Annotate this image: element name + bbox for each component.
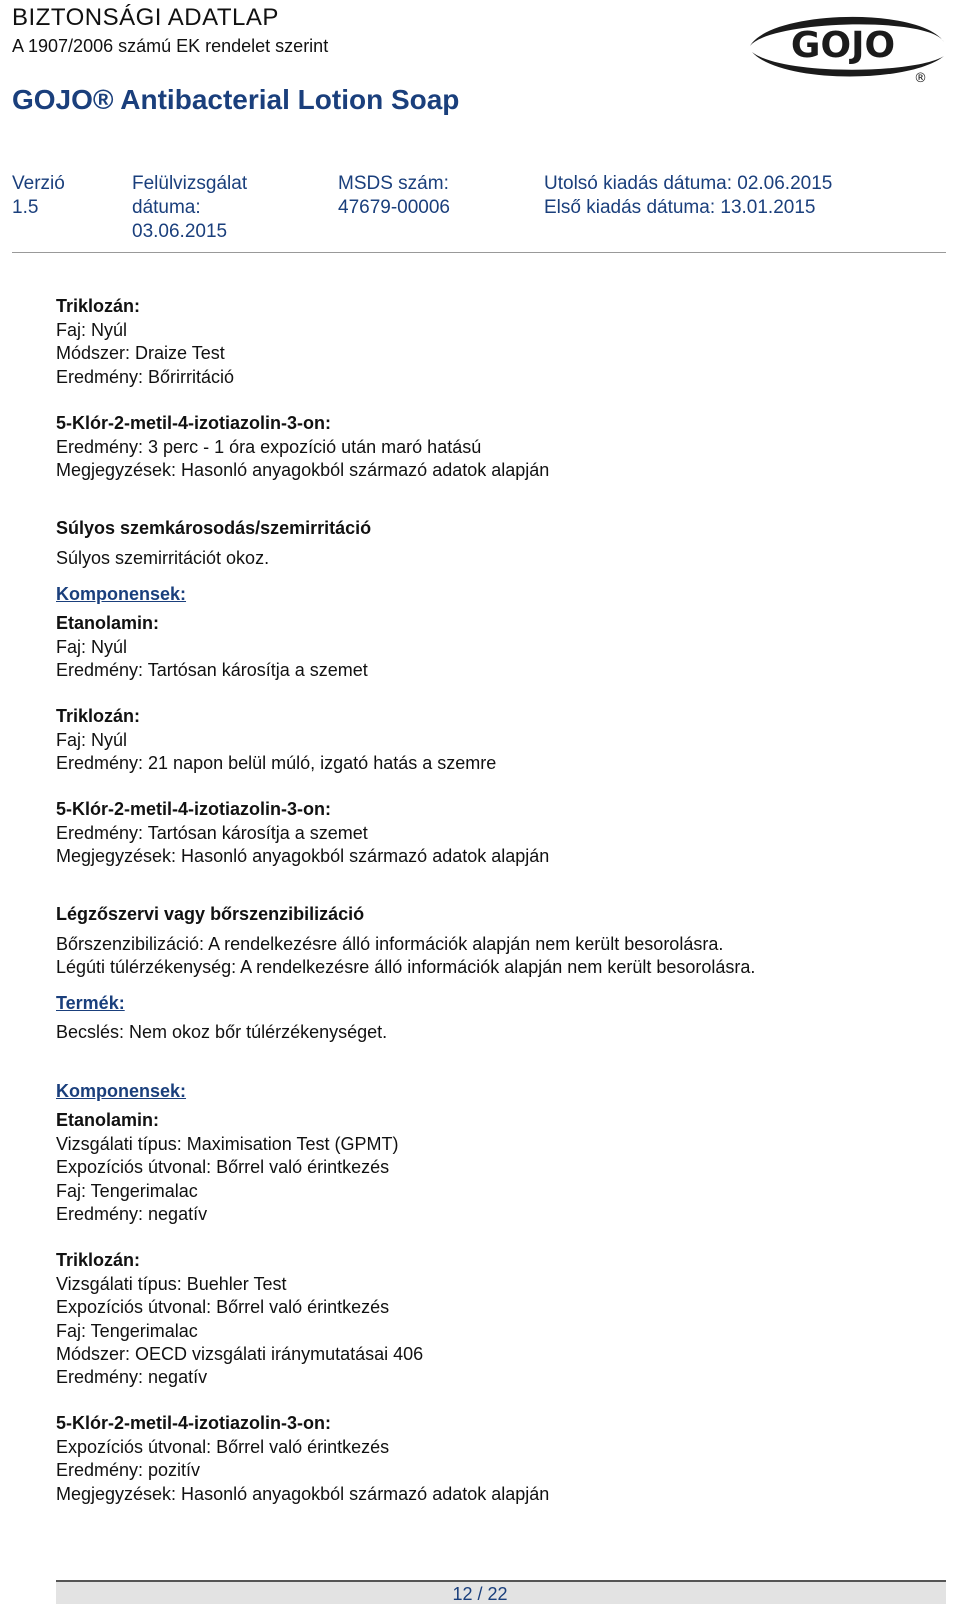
msds-label: MSDS szám: (338, 173, 449, 194)
component-heading: 5-Klór-2-metil-4-izotiazolin-3-on: (56, 413, 331, 433)
product-subheading: Termék: (56, 993, 125, 1013)
components-subheading: Komponensek: (56, 1081, 187, 1101)
revision-value: 03.06.2015 (132, 221, 228, 242)
text-line: Módszer: Draize Test (56, 343, 225, 363)
component-heading: Etanolamin: (56, 613, 160, 633)
revision-label-1: Felülvizsgálat (132, 173, 248, 194)
gojo-logo (730, 2, 956, 86)
text-line: Eredmény: negatív (56, 1204, 208, 1224)
text-line: Eredmény: pozitív (56, 1460, 201, 1480)
msds-block (338, 172, 450, 220)
issue-dates-block (544, 172, 832, 220)
text-line: Megjegyzések: Hasonló anyagokból származó adatok alapján (56, 1484, 550, 1504)
text-line: Vizsgálati típus: Maximisation Test (GPMT) (56, 1134, 399, 1154)
text-line: Eredmény: Tartósan károsítja a szemet (56, 660, 368, 680)
text-line: Eredmény: negatív (56, 1367, 208, 1387)
version-label: Verzió (12, 173, 65, 194)
section-heading: Súlyos szemkárosodás/szemirritáció (56, 518, 372, 538)
registered-mark: ® (914, 71, 927, 86)
msds-value: 47679-00006 (338, 197, 450, 218)
text-line: Faj: Nyúl (56, 730, 128, 750)
regulation-subtitle: A 1907/2006 számú EK rendelet szerint (12, 36, 329, 56)
text-line: Faj: Nyúl (56, 320, 128, 340)
component-heading: Triklozán: (56, 1250, 141, 1270)
header-divider (12, 252, 946, 253)
text-line: Vizsgálati típus: Buehler Test (56, 1274, 287, 1294)
component-heading: Triklozán: (56, 296, 141, 316)
text-line: Eredmény: 21 napon belül múló, izgató hatás a szemre (56, 753, 497, 773)
revision-date-block (132, 172, 247, 244)
text-line: Eredmény: Tartósan károsítja a szemet (56, 823, 368, 843)
text-line: Bőrszenzibilizáció: A rendelkezésre álló információk alapján nem került besorolásra. (56, 934, 724, 954)
text-line: Expozíciós útvonal: Bőrrel való érintkezés (56, 1437, 390, 1457)
component-heading: 5-Klór-2-metil-4-izotiazolin-3-on: (56, 799, 331, 819)
text-line: Súlyos szemirritációt okoz. (56, 548, 270, 568)
component-heading: 5-Klór-2-metil-4-izotiazolin-3-on: (56, 1413, 331, 1433)
component-heading: Triklozán: (56, 706, 141, 726)
logo-text: GOJO (790, 25, 896, 66)
text-line: Faj: Tengerimalac (56, 1321, 198, 1341)
text-line: Eredmény: Bőrirritáció (56, 367, 235, 387)
first-issue-date: Első kiadás dátuma: 13.01.2015 (544, 197, 816, 218)
text-line: Becslés: Nem okoz bőr túlérzékenységet. (56, 1022, 388, 1042)
section-heading: Légzőszervi vagy bőrszenzibilizáció (56, 904, 365, 924)
text-line: Expozíciós útvonal: Bőrrel való érintkezés (56, 1297, 390, 1317)
page-number: 12 / 22 (452, 1584, 508, 1604)
revision-label-2: dátuma: (132, 197, 201, 218)
last-issue-date: Utolsó kiadás dátuma: 02.06.2015 (544, 173, 833, 194)
text-line: Megjegyzések: Hasonló anyagokból származó adatok alapján (56, 846, 550, 866)
text-line: Faj: Nyúl (56, 637, 128, 657)
component-heading: Etanolamin: (56, 1110, 160, 1130)
text-line: Eredmény: 3 perc - 1 óra expozíció után maró hatású (56, 437, 482, 457)
text-line: Megjegyzések: Hasonló anyagokból származó adatok alapján (56, 460, 550, 480)
product-name: GOJO® Antibacterial Lotion Soap (12, 84, 460, 115)
text-line: Expozíciós útvonal: Bőrrel való érintkezés (56, 1157, 390, 1177)
text-line: Módszer: OECD vizsgálati iránymutatásai 406 (56, 1344, 424, 1364)
document-title: BIZTONSÁGI ADATLAP (12, 4, 279, 31)
text-line: Faj: Tengerimalac (56, 1181, 198, 1201)
version-block (12, 172, 65, 220)
version-value: 1.5 (12, 197, 39, 218)
components-subheading: Komponensek: (56, 584, 187, 604)
text-line: Légúti túlérzékenység: A rendelkezésre álló információk alapján nem került besorolásra. (56, 957, 756, 977)
